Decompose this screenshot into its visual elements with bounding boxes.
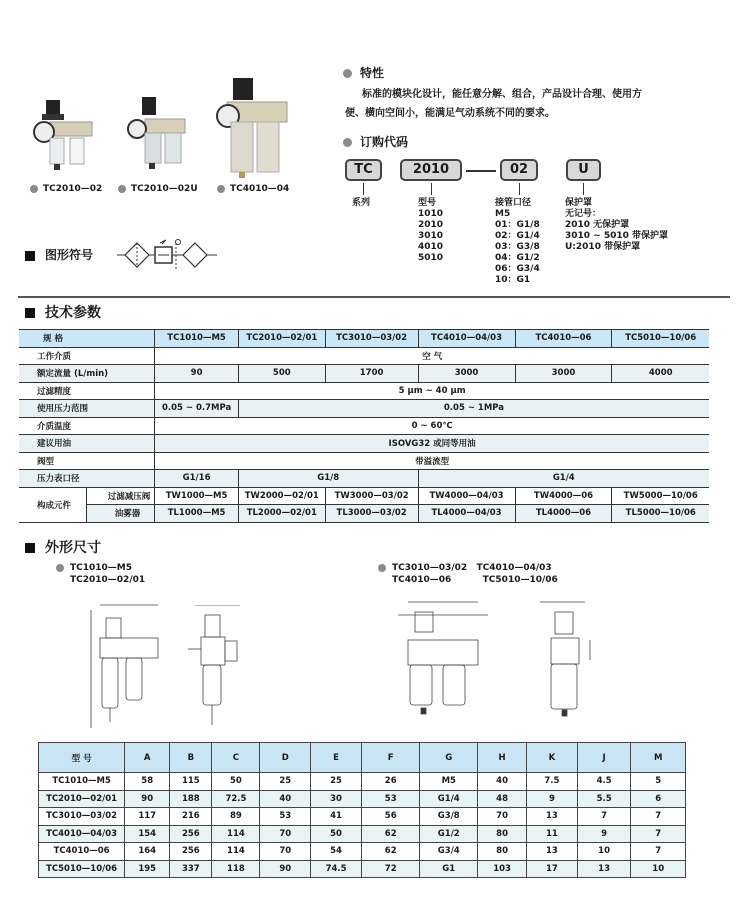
col-header: C	[212, 743, 260, 773]
cell: 7.5	[527, 773, 578, 791]
cell: 500	[238, 365, 325, 383]
cell: 3000	[418, 365, 515, 383]
cell: TC1010—M5	[39, 773, 125, 791]
cell: 195	[125, 860, 170, 878]
cell: 80	[478, 843, 527, 861]
tick	[431, 183, 432, 195]
bullet-icon	[343, 69, 352, 78]
col-header: G	[420, 743, 478, 773]
cell: 256	[170, 843, 212, 861]
row-label: 工作介质	[19, 347, 155, 365]
col-header: H	[478, 743, 527, 773]
square-bullet-icon	[25, 308, 35, 318]
port-value: 06：G3/4	[495, 264, 540, 274]
tech-params-table	[19, 329, 709, 523]
model-value: 3010	[418, 231, 444, 241]
cell: TW1000—M5	[155, 487, 239, 505]
cell: 62	[362, 825, 420, 843]
features-title-text: 特性	[360, 66, 385, 80]
port-value: 03：G3/8	[495, 242, 540, 252]
cell: 118	[212, 860, 260, 878]
cell: 7	[631, 808, 686, 826]
cell: 9	[527, 790, 578, 808]
bullet-icon	[30, 185, 38, 193]
cell: TL4000—06	[515, 505, 612, 523]
model-options	[418, 198, 443, 264]
cover-value: 3010 ~ 5010 带保护罩	[565, 231, 669, 241]
cover-value: U:2010 带保护罩	[565, 242, 641, 252]
col-header: F	[362, 743, 420, 773]
code-box-model: 2010	[400, 159, 462, 181]
port-options	[495, 198, 540, 286]
model-header: TC4010—06	[515, 330, 612, 348]
cell: G1/2	[420, 825, 478, 843]
square-bullet-icon	[25, 543, 35, 553]
cell: G1/16	[155, 470, 239, 488]
row-label: 使用压力范围	[19, 400, 155, 418]
symbol-title-text: 图形符号	[45, 248, 94, 262]
series-label	[352, 198, 370, 209]
dimension-drawing-small-front	[88, 600, 170, 730]
cell: 90	[260, 860, 311, 878]
cell: TW3000—03/02	[325, 487, 418, 505]
model-value: 2010	[418, 220, 444, 230]
cell: TC3010—03/02	[39, 808, 125, 826]
port-value: 10：G1	[495, 275, 531, 285]
cell: 17	[527, 860, 578, 878]
caption-text: TC2010—02	[43, 184, 103, 194]
symbol-title	[25, 246, 93, 263]
col-header: 型 号	[39, 743, 125, 773]
row-label: 阀型	[19, 452, 155, 470]
table-header-row	[39, 743, 686, 773]
cell: 53	[260, 808, 311, 826]
cell: 50	[212, 773, 260, 791]
cell: 53	[362, 790, 420, 808]
cell: 50	[311, 825, 362, 843]
product-caption-1	[30, 184, 102, 194]
dimension-drawing-large-front	[398, 600, 493, 725]
cell: TC4010—06	[39, 843, 125, 861]
table-row-flow	[19, 365, 709, 383]
product-image-tc2010-02u	[125, 97, 195, 179]
order-code-title-text: 订购代码	[360, 135, 409, 149]
cell: 5	[631, 773, 686, 791]
cell: G1	[420, 860, 478, 878]
cell: 188	[170, 790, 212, 808]
cell: TW2000—02/01	[238, 487, 325, 505]
model-value: 1010	[418, 209, 444, 219]
cell: G1/8	[238, 470, 418, 488]
cell: 25	[260, 773, 311, 791]
cover-value: 无记号：	[565, 209, 602, 219]
cell: 58	[125, 773, 170, 791]
col-header: B	[170, 743, 212, 773]
port-value: M5	[495, 209, 511, 219]
row-label: 介质温度	[19, 417, 155, 435]
table-row	[39, 773, 686, 791]
section-divider	[18, 296, 730, 298]
table-row	[39, 860, 686, 878]
row-label: 额定流量 (L/min)	[19, 365, 155, 383]
bullet-icon	[56, 564, 64, 572]
cell: G1/4	[420, 790, 478, 808]
code-box-port: 02	[500, 159, 538, 181]
dimensions-title	[25, 537, 101, 557]
cell: TL1000—M5	[155, 505, 239, 523]
row-label: 建议用油	[19, 435, 155, 453]
row-label: 过滤减压阀	[86, 487, 154, 505]
dim-group2-models	[378, 562, 558, 586]
cell: 74.5	[311, 860, 362, 878]
spec-label: 规 格	[19, 330, 155, 348]
cell: 164	[125, 843, 170, 861]
cell: 3000	[515, 365, 612, 383]
table-row-gauge	[19, 470, 709, 488]
product-caption-3	[217, 184, 289, 194]
row-label: 压力表口径	[19, 470, 155, 488]
model-header: TC5010—10/06	[612, 330, 709, 348]
features-text-line2: 便、横向空间小，能满足气动系统不同的要求。	[345, 108, 555, 119]
cell: 0.05 ~ 1MPa	[238, 400, 709, 418]
model-value: 5010	[418, 253, 444, 263]
cell: TL4000—04/03	[418, 505, 515, 523]
table-row	[39, 808, 686, 826]
cell: 114	[212, 825, 260, 843]
features-text-line1: 标准的模块化设计，能任意分解、组合，产品设计合理、使用方	[362, 89, 642, 100]
table-row-lubricator	[19, 505, 709, 523]
cell: 13	[577, 860, 631, 878]
table-row-valve	[19, 452, 709, 470]
cell: 256	[170, 825, 212, 843]
caption-text: TC2010—02U	[131, 184, 198, 194]
model-header: TC3010—03/02	[325, 330, 418, 348]
cell: G1/4	[418, 470, 709, 488]
cell: TW4000—04/03	[418, 487, 515, 505]
port-value: 01：G1/8	[495, 220, 540, 230]
code-box-cover: U	[566, 159, 601, 181]
row-value: 空 气	[155, 347, 709, 365]
table-row-regulator	[19, 487, 709, 505]
cell: 216	[170, 808, 212, 826]
cell: 1700	[325, 365, 418, 383]
dimensions-table	[38, 742, 686, 878]
cell: TL5000—10/06	[612, 505, 709, 523]
cover-options	[565, 198, 668, 253]
cell: 7	[577, 808, 631, 826]
components-label: 构成元件	[19, 487, 86, 522]
cell: 62	[362, 843, 420, 861]
code-box-series: TC	[345, 159, 382, 181]
cell: 70	[260, 843, 311, 861]
row-value: 5 μm ~ 40 μm	[155, 382, 709, 400]
model-name: TC4010—06	[392, 575, 452, 585]
col-header: K	[527, 743, 578, 773]
product-image-tc4010-04	[215, 78, 295, 183]
cell: 30	[311, 790, 362, 808]
bullet-icon	[378, 564, 386, 572]
tick	[363, 183, 364, 195]
port-value: 04：G1/2	[495, 253, 540, 263]
tick	[519, 183, 520, 195]
product-caption-2	[118, 184, 198, 194]
product-image-tc2010-02	[30, 100, 100, 180]
cell: 41	[311, 808, 362, 826]
tech-params-title-text: 技术参数	[45, 305, 101, 321]
cell: 13	[527, 843, 578, 861]
cover-label: 保护罩	[565, 198, 593, 208]
pneumatic-symbol-icon	[115, 237, 220, 273]
model-name: TC4010—04/03	[476, 563, 552, 573]
bullet-icon	[343, 138, 352, 147]
cell: 9	[577, 825, 631, 843]
cover-value: 2010 无保护罩	[565, 220, 630, 230]
cell: 72	[362, 860, 420, 878]
cell: 89	[212, 808, 260, 826]
cell: G3/8	[420, 808, 478, 826]
tick	[583, 183, 584, 195]
model-header: TC1010—M5	[155, 330, 239, 348]
model-value: 4010	[418, 242, 444, 252]
cell: 54	[311, 843, 362, 861]
cell: 13	[527, 808, 578, 826]
cell: 40	[478, 773, 527, 791]
row-value: 带溢流型	[155, 452, 709, 470]
cell: 5.5	[577, 790, 631, 808]
code-dash	[466, 170, 496, 172]
tech-params-title	[25, 302, 101, 322]
cell: 26	[362, 773, 420, 791]
model-header: TC4010—04/03	[418, 330, 515, 348]
table-row-pressure	[19, 400, 709, 418]
cell: 114	[212, 843, 260, 861]
cell: 7	[631, 843, 686, 861]
row-value: 0 ~ 60℃	[155, 417, 709, 435]
table-row-medium	[19, 347, 709, 365]
table-row-temp	[19, 417, 709, 435]
row-value: ISOVG32 或同等用油	[155, 435, 709, 453]
col-header: M	[631, 743, 686, 773]
cell: 90	[125, 790, 170, 808]
col-header: D	[260, 743, 311, 773]
bullet-icon	[217, 185, 225, 193]
cell: TC4010—04/03	[39, 825, 125, 843]
square-bullet-icon	[25, 251, 35, 261]
cell: 90	[155, 365, 239, 383]
table-header-row	[19, 330, 709, 348]
table-row	[39, 825, 686, 843]
cell: G3/4	[420, 843, 478, 861]
col-header: J	[577, 743, 631, 773]
col-header: A	[125, 743, 170, 773]
row-label: 过滤精度	[19, 382, 155, 400]
cell: 40	[260, 790, 311, 808]
cell: 4000	[612, 365, 709, 383]
cell: 10	[577, 843, 631, 861]
cell: 70	[260, 825, 311, 843]
table-row	[39, 843, 686, 861]
port-label: 接管口径	[495, 198, 532, 208]
caption-text: TC4010—04	[230, 184, 290, 194]
dimension-drawing-small-side	[185, 605, 255, 735]
table-row-filter	[19, 382, 709, 400]
cell: TW5000—10/06	[612, 487, 709, 505]
cell: 10	[631, 860, 686, 878]
cell: M5	[420, 773, 478, 791]
row-label: 油雾器	[86, 505, 154, 523]
cell: TC2010—02/01	[39, 790, 125, 808]
model-name: TC3010—03/02	[392, 563, 468, 573]
features-title	[343, 64, 384, 81]
cell: 11	[527, 825, 578, 843]
cell: 117	[125, 808, 170, 826]
col-header: E	[311, 743, 362, 773]
model-name: TC5010—10/06	[482, 575, 558, 585]
dimensions-title-text: 外形尺寸	[45, 540, 101, 556]
cell: 70	[478, 808, 527, 826]
model-label: 型号	[418, 198, 437, 208]
cell: TC5010—10/06	[39, 860, 125, 878]
port-value: 02：G1/4	[495, 231, 540, 241]
cell: 48	[478, 790, 527, 808]
cell: 4.5	[577, 773, 631, 791]
cell: 154	[125, 825, 170, 843]
table-row	[39, 790, 686, 808]
cell: TW4000—06	[515, 487, 612, 505]
cell: 7	[631, 825, 686, 843]
dimension-drawing-large-side	[535, 600, 615, 725]
model-name: TC2010—02/01	[70, 575, 146, 585]
cell: 56	[362, 808, 420, 826]
dim-group1-models	[56, 562, 145, 586]
cell: 103	[478, 860, 527, 878]
cell: 25	[311, 773, 362, 791]
model-header: TC2010—02/01	[238, 330, 325, 348]
cell: 115	[170, 773, 212, 791]
cell: 337	[170, 860, 212, 878]
cell: 6	[631, 790, 686, 808]
model-name: TC1010—M5	[70, 563, 133, 573]
cell: 80	[478, 825, 527, 843]
series-label-text: 系列	[352, 198, 371, 208]
cell: 72.5	[212, 790, 260, 808]
table-row-oil	[19, 435, 709, 453]
cell: TL3000—03/02	[325, 505, 418, 523]
cell: TL2000—02/01	[238, 505, 325, 523]
cell: 0.05 ~ 0.7MPa	[155, 400, 239, 418]
bullet-icon	[118, 185, 126, 193]
order-code-title	[343, 133, 408, 150]
